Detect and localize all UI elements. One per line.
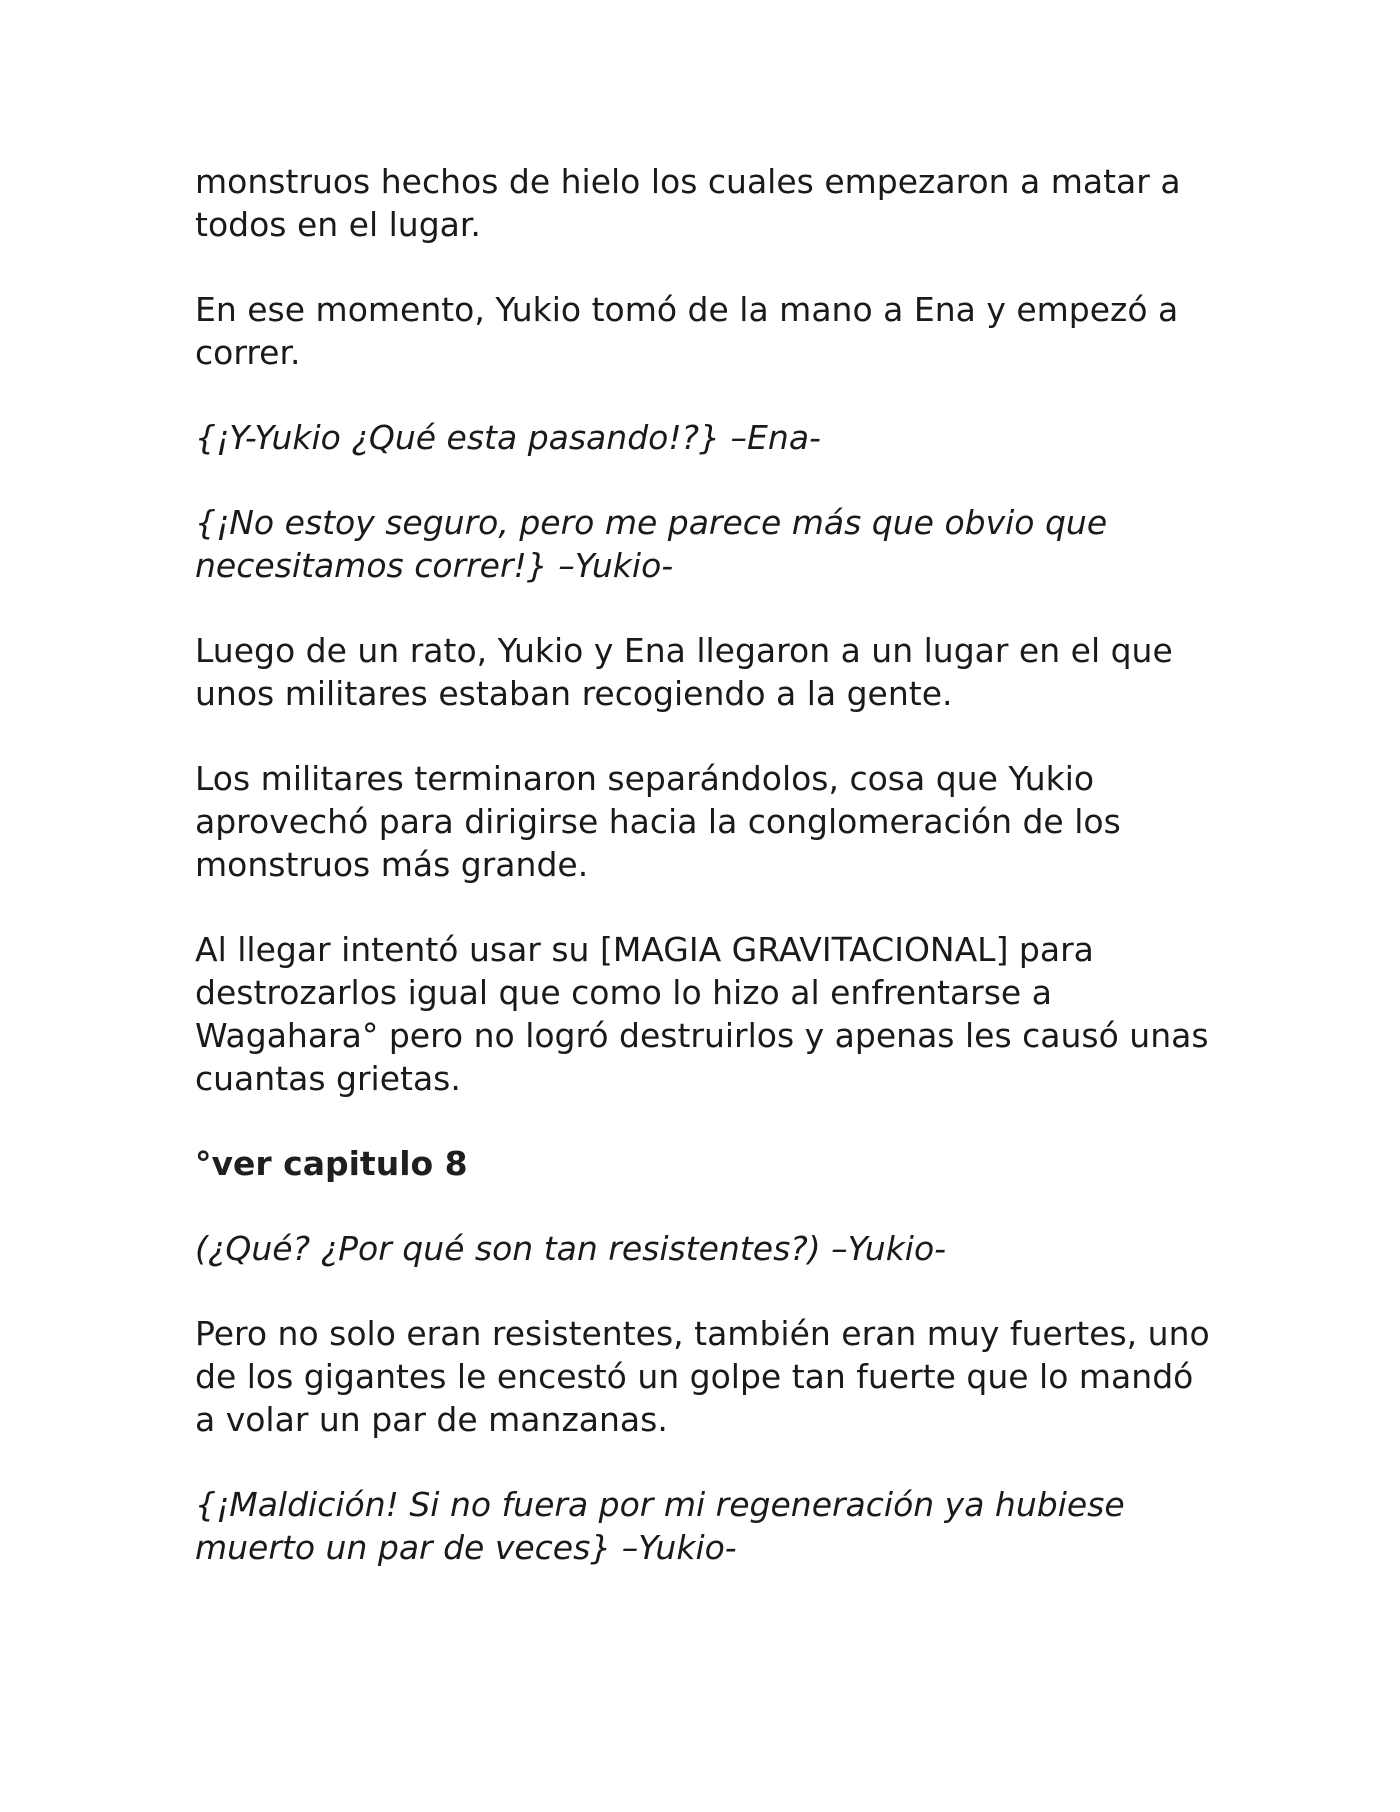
paragraph-narration: Luego de un rato, Yukio y Ena llegaron a un lugar en el que unos militares estaban recogiendo a la gente. (195, 631, 1173, 713)
paragraph-narration: Al llegar intentó usar su [MAGIA GRAVITACIONAL] para destrozarlos igual que como lo hizo al enfrentarse a Wagahara° pero no logró destruirlos y apenas les causó unas cuantas grietas. (195, 930, 1209, 1098)
footnote-reference: °ver capitulo 8 (195, 1144, 468, 1183)
paragraph-narration: En ese momento, Yukio tomó de la mano a Ena y empezó a correr. (195, 290, 1179, 372)
paragraph-narration: monstruos hechos de hielo los cuales empezaron a matar a todos en el lugar. (195, 162, 1181, 244)
thought-line-yukio: (¿Qué? ¿Por qué son tan resistentes?) –Yukio- (195, 1229, 947, 1268)
document-body (195, 160, 1235, 1611)
paragraph-narration: Pero no solo eran resistentes, también eran muy fuertes, uno de los gigantes le encestó un golpe tan fuerte que lo mandó a volar un par de manzanas. (195, 1314, 1210, 1439)
paragraph-narration: Los militares terminaron separándolos, cosa que Yukio aprovechó para dirigirse hacia la conglomeración de los monstruos más grande. (195, 759, 1121, 884)
dialogue-line-yukio: {¡Maldición! Si no fuera por mi regeneración ya hubiese muerto un par de veces} –Yukio- (195, 1485, 1125, 1567)
dialogue-line-ena: {¡Y-Yukio ¿Qué esta pasando!?} –Ena- (195, 418, 821, 457)
dialogue-line-yukio: {¡No estoy seguro, pero me parece más que obvio que necesitamos correr!} –Yukio- (195, 503, 1108, 585)
